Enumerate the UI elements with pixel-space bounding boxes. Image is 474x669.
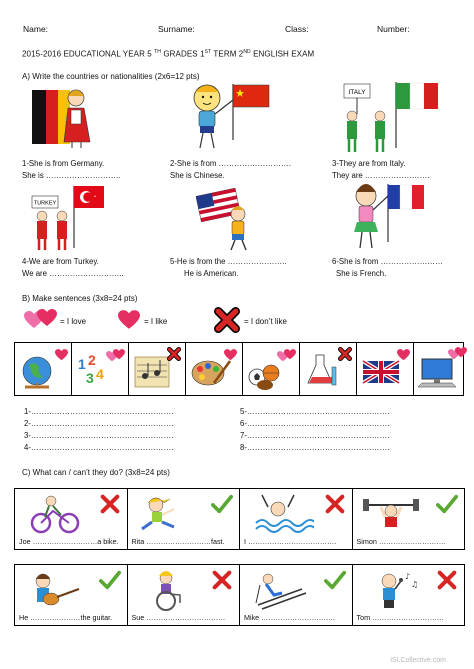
svg-text:♪: ♪	[404, 572, 410, 581]
china-girl-illustration	[185, 80, 275, 152]
item-2-line1: 2-She is from ……………………….	[170, 159, 291, 168]
blank-4[interactable]: 4-……………………………………………….	[24, 443, 174, 452]
svg-text:♫: ♫	[410, 580, 418, 589]
balls-icon	[243, 343, 299, 395]
running-girl-illustration	[138, 495, 198, 535]
skiing-boy-illustration	[252, 571, 316, 611]
abilities-row-2	[14, 564, 464, 626]
blank-2[interactable]: 2-……………………………………………….	[24, 419, 174, 428]
name-label: Name:	[23, 24, 49, 34]
heart-icon	[118, 310, 140, 330]
surname-label: Surname:	[158, 24, 195, 34]
blank-6[interactable]: 6-……………………………………………….	[240, 419, 390, 428]
ability-cell-simon	[352, 488, 466, 550]
check-icon	[324, 569, 346, 591]
ability-cell-i	[239, 488, 353, 550]
strip-cell-sports	[243, 343, 300, 395]
item-6-line2: She is French.	[336, 269, 387, 278]
caption-mike: Mike ………………………….	[244, 613, 336, 622]
italy-kids-illustration	[332, 78, 444, 156]
cross-icon	[436, 569, 458, 591]
cross-icon	[211, 569, 233, 591]
svg-text:2: 2	[88, 352, 96, 368]
svg-text:3: 3	[86, 370, 94, 386]
singing-boy-illustration	[367, 569, 427, 611]
item-4	[22, 256, 124, 280]
blanks-right	[240, 406, 389, 454]
item-5-line1: 5-He is from the …………………..	[170, 257, 287, 266]
legend-dislike: = I don’t like	[244, 317, 287, 326]
guitar-boy-illustration	[25, 571, 91, 611]
uk-flag-icon	[357, 343, 413, 395]
turkey-kids-illustration	[28, 182, 108, 252]
caption-he: He …………………the guitar.	[19, 613, 113, 622]
germany-girl-illustration	[28, 84, 108, 150]
ability-cell-tom	[352, 564, 466, 626]
item-4-line2: We are ………………………..	[22, 269, 124, 278]
caption-i: I ……………………………….	[244, 537, 337, 546]
legend-like: = I like	[144, 317, 168, 326]
item-5-line2: He is American.	[184, 269, 239, 278]
strip-cell-maths	[72, 343, 129, 395]
blank-3[interactable]: 3-……………………………………………….	[24, 431, 174, 440]
section-a-heading: A) Write the countries or nationalities (2x6=12 pts)	[22, 72, 200, 81]
strip-cell-science	[300, 343, 357, 395]
caption-tom: Tom …………………………	[356, 613, 444, 622]
legend-love: = I love	[60, 317, 87, 326]
numbers-icon	[72, 343, 128, 395]
ability-cell-rita	[127, 488, 241, 550]
strip-cell-english	[357, 343, 414, 395]
item-6-line1: 6-She is from ……………………	[332, 257, 443, 266]
ability-cell-he	[14, 564, 128, 626]
two-hearts-icon	[24, 308, 58, 330]
check-icon	[99, 569, 121, 591]
cross-icon	[214, 307, 240, 333]
section-b-heading: B) Make sentences (3x8=24 pts)	[22, 294, 138, 303]
svg-text:1: 1	[78, 356, 86, 372]
italy-sign-text: ITALY	[348, 89, 366, 96]
item-6	[332, 256, 443, 280]
section-c-heading: C) What can / can’t they do? (3x8=24 pts)	[22, 468, 170, 477]
blank-8[interactable]: 8-……………………………………………….	[240, 443, 390, 452]
cross-icon	[324, 493, 346, 515]
exam-title: 2015-2016 EDUCATIONAL YEAR 5 $^{TH}$ GRADES 1ST TERM 2ND ENGLISH EXAM	[22, 49, 315, 59]
abilities-row-1	[14, 488, 464, 550]
item-5	[170, 256, 287, 280]
usa-boy-illustration	[196, 188, 268, 252]
check-icon	[211, 493, 233, 515]
preference-strip	[14, 342, 464, 396]
item-2-line2: She is Chinese.	[170, 171, 225, 180]
bike-boy-illustration	[23, 493, 93, 535]
blank-7[interactable]: 7-……………………………………………….	[240, 431, 390, 440]
item-1	[22, 158, 120, 182]
weightlifter-illustration	[361, 495, 425, 535]
svg-text:4: 4	[96, 366, 104, 382]
blank-1[interactable]: 1-……………………………………………….	[24, 407, 174, 416]
palette-icon	[186, 343, 242, 395]
watermark: iSLCollective.com	[390, 657, 446, 664]
swimming-man-illustration	[254, 493, 314, 535]
item-3	[332, 158, 429, 182]
item-4-line1: 4-We are from Turkey.	[22, 257, 99, 266]
cross-icon	[99, 493, 121, 515]
ability-cell-joe	[14, 488, 128, 550]
number-label: Number:	[377, 24, 410, 34]
strip-cell-music	[129, 343, 186, 395]
item-1-line2: She is ………………………..	[22, 171, 121, 180]
turkey-sign-text: TURKEY	[33, 200, 57, 207]
wheelchair-girl-illustration	[142, 569, 202, 611]
flask-icon	[300, 343, 356, 395]
strip-cell-computer	[414, 343, 470, 395]
computer-icon	[414, 343, 470, 395]
france-girl-illustration	[348, 180, 432, 252]
item-3-line1: 3-They are from Italy.	[332, 159, 406, 168]
caption-rita: Rita ………………………fast.	[131, 537, 225, 546]
ability-cell-mike	[239, 564, 353, 626]
music-notes-icon	[129, 343, 185, 395]
globe-icon	[15, 343, 71, 395]
check-icon	[436, 493, 458, 515]
strip-cell-art	[186, 343, 243, 395]
class-label: Class:	[285, 24, 309, 34]
item-1-line1: 1-She is from Germany.	[22, 159, 105, 168]
item-2	[170, 158, 291, 182]
blank-5[interactable]: 5-……………………………………………….	[240, 407, 390, 416]
strip-cell-geography	[15, 343, 72, 395]
ability-cell-sue	[127, 564, 241, 626]
item-3-line2: They are …………………….	[332, 171, 430, 180]
caption-joe: Joe ………………………a bike.	[19, 537, 119, 546]
caption-sue: Sue ……………………………	[131, 613, 226, 622]
caption-simon: Simon ……………………….	[356, 537, 446, 546]
blanks-left	[24, 406, 173, 454]
